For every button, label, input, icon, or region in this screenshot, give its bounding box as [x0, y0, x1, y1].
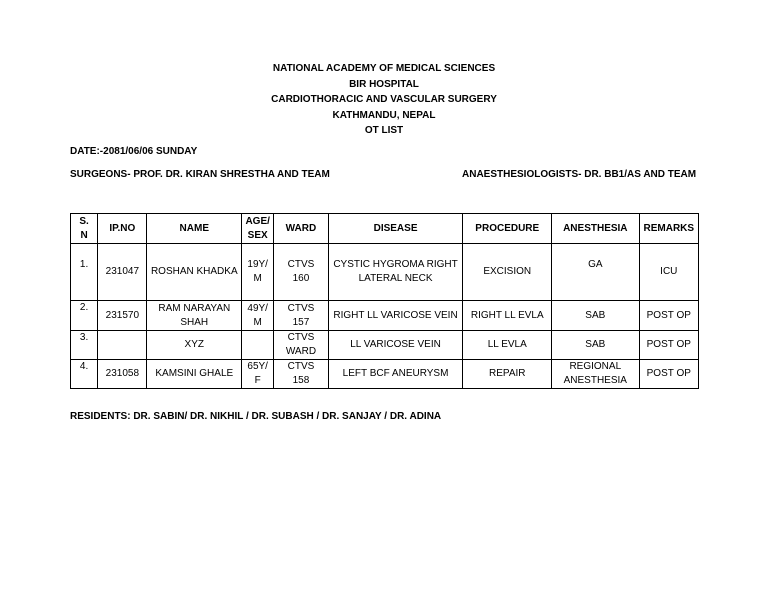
header-sn — [71, 214, 98, 244]
cell-procedure: REPAIR — [463, 360, 552, 389]
header-remarks: REMARKS — [639, 214, 698, 244]
cell-procedure: RIGHT LL EVLA — [463, 301, 552, 331]
cell-ward: CTVS 157 — [274, 301, 328, 331]
anaesthesiologists-line: ANAESTHESIOLOGISTS- DR. BB1/AS AND TEAM — [462, 169, 697, 180]
header-procedure: PROCEDURE — [463, 214, 552, 244]
cell-ipno: 231047 — [98, 244, 147, 301]
cell-anesthesia: SAB — [552, 331, 640, 360]
cell-agesex: 49Y/ M — [242, 301, 274, 331]
cell-disease: LEFT BCF ANEURYSM — [328, 360, 463, 389]
cell-procedure: LL EVLA — [463, 331, 552, 360]
surgeons-line: SURGEONS- PROF. DR. KIRAN SHRESTHA AND TEAM — [70, 169, 330, 180]
header-disease: DISEASE — [328, 214, 463, 244]
cell-sn: 4. — [71, 360, 98, 389]
cell-anesthesia: SAB — [552, 301, 640, 331]
header-agesex — [242, 214, 274, 244]
hospital-name: BIR HOSPITAL — [349, 78, 419, 90]
cell-agesex — [242, 331, 274, 360]
cell-sn: 2. — [71, 301, 98, 331]
cell-ward: CTVS 160 — [274, 244, 328, 301]
cell-procedure: EXCISION — [463, 244, 552, 301]
header-sn-label: S. N — [79, 215, 89, 241]
cell-sn: 1. — [71, 244, 98, 301]
document-title: OT LIST — [364, 125, 404, 136]
table-row — [71, 244, 699, 301]
header-ward: WARD — [274, 214, 328, 244]
cell-agesex: 19Y/ M — [242, 244, 274, 301]
date-line: DATE:-2081/06/06 SUNDAY — [70, 146, 198, 157]
header-name: NAME — [147, 214, 242, 244]
cell-ipno — [98, 331, 147, 360]
cell-ipno: 231058 — [98, 360, 147, 389]
cell-disease: RIGHT LL VARICOSE VEIN — [328, 301, 463, 331]
header-agesex-label: AGE/ SEX — [245, 215, 270, 241]
table-row — [71, 360, 699, 389]
cell-name: ROSHAN KHADKA — [147, 244, 242, 301]
cell-disease: LL VARICOSE VEIN — [328, 331, 463, 360]
institution-name: NATIONAL ACADEMY OF MEDICAL SCIENCES — [272, 63, 496, 74]
ot-list-table — [70, 213, 699, 389]
cell-disease: CYSTIC HYGROMA RIGHT LATERAL NECK — [328, 244, 463, 301]
cell-remarks: POST OP — [639, 360, 698, 389]
cell-ward: CTVS WARD — [274, 331, 328, 360]
cell-remarks: ICU — [639, 244, 698, 301]
cell-anesthesia: REGIONAL ANESTHESIA — [552, 360, 640, 389]
cell-name: KAMSINI GHALE — [147, 360, 242, 389]
header-ipno: IP.NO — [98, 214, 147, 244]
cell-agesex: 65Y/ F — [242, 360, 274, 389]
document-header — [0, 61, 768, 139]
table-row — [71, 301, 699, 331]
cell-remarks: POST OP — [639, 301, 698, 331]
table-header-row — [71, 214, 699, 244]
cell-name: RAM NARAYAN SHAH — [147, 301, 242, 331]
cell-remarks: POST OP — [639, 331, 698, 360]
cell-ward: CTVS 158 — [274, 360, 328, 389]
department-name: CARDIOTHORACIC AND VASCULAR SURGERY — [271, 94, 497, 105]
location: KATHMANDU, NEPAL — [332, 109, 436, 121]
residents-line: RESIDENTS: DR. SABIN/ DR. NIKHIL / DR. SUBASH / DR. SANJAY / DR. ADINA — [70, 411, 442, 422]
cell-anesthesia: GA — [552, 244, 640, 301]
header-anesthesia: ANESTHESIA — [552, 214, 640, 244]
cell-sn: 3. — [71, 331, 98, 360]
cell-ipno: 231570 — [98, 301, 147, 331]
cell-name: XYZ — [147, 331, 242, 360]
table-row — [71, 331, 699, 360]
